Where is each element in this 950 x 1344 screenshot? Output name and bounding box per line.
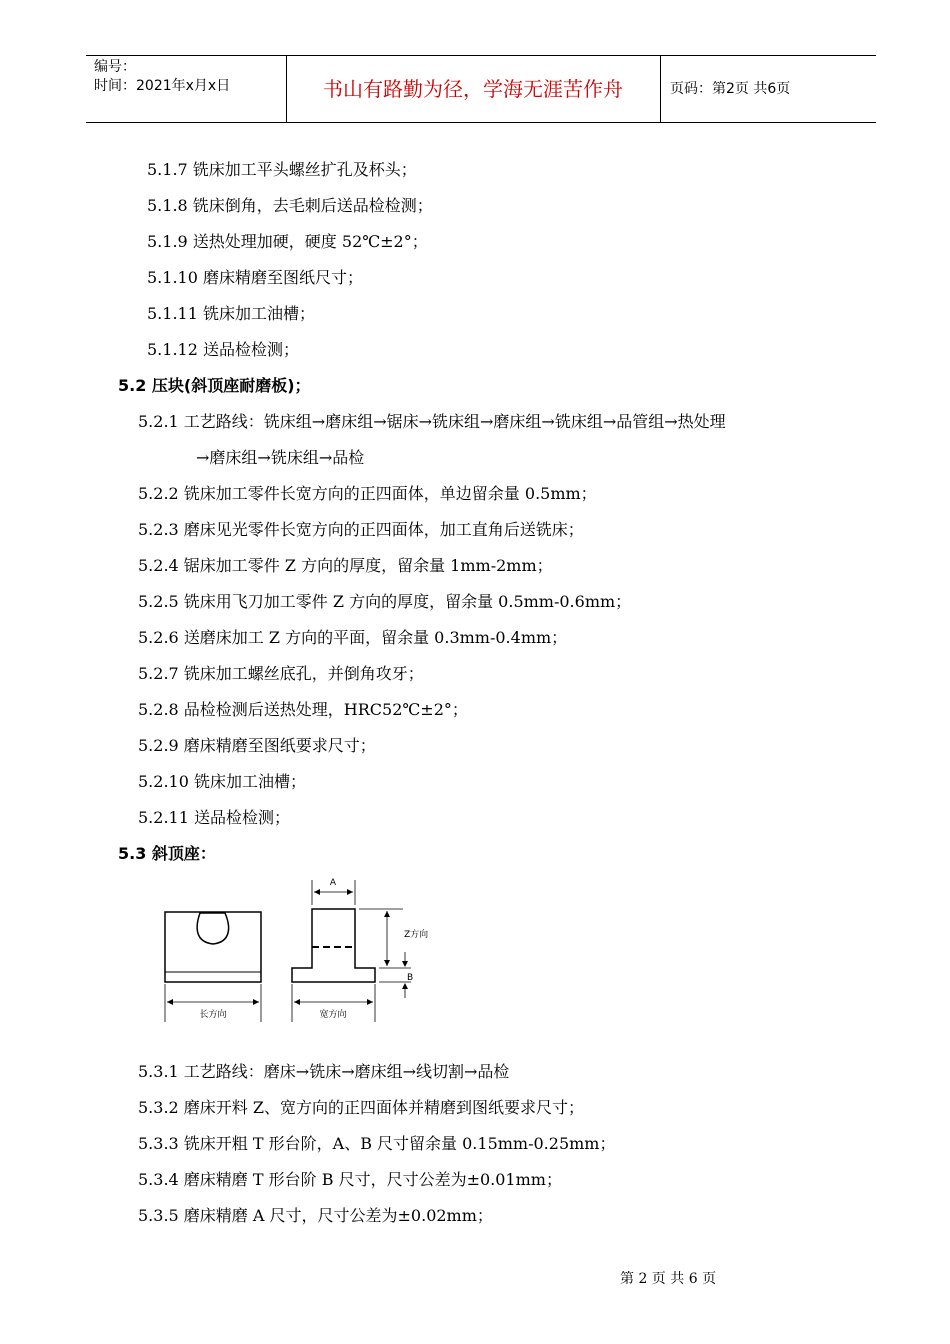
number-label: 编号： bbox=[94, 59, 136, 75]
length-direction-label: 长方向 bbox=[199, 1010, 227, 1020]
header-motto: 书山有路勤为径，学海无涯苦作舟 bbox=[323, 77, 623, 101]
step-5-3-4: 5.3.4 磨床精磨 T 形台阶 B 尺寸，尺寸公差为±0.01mm； bbox=[138, 1170, 562, 1189]
step-5-2-6: 5.2.6 送磨床加工 Z 方向的平面，留余量 0.3mm-0.4mm； bbox=[138, 628, 568, 647]
step-5-1-10: 5.1.10 磨床精磨至图纸尺寸； bbox=[147, 268, 363, 287]
arrow-head bbox=[384, 911, 390, 917]
part-drawing bbox=[155, 872, 455, 1036]
step-5-1-8: 5.1.8 铣床倒角，去毛刺后送品检检测； bbox=[147, 196, 433, 215]
arrow-head bbox=[253, 999, 259, 1005]
part-drawing-svg bbox=[155, 872, 455, 1032]
dimension-a-label: A bbox=[329, 878, 337, 888]
step-5-1-7: 5.1.7 铣床加工平头螺丝扩孔及杯头； bbox=[147, 160, 417, 179]
slot-cutout bbox=[197, 913, 228, 944]
arrow-head bbox=[314, 889, 320, 895]
width-direction-label: 宽方向 bbox=[319, 1010, 347, 1020]
step-5-2-7: 5.2.7 铣床加工螺丝底孔，并倒角攻牙； bbox=[138, 664, 424, 683]
step-5-1-11: 5.1.11 铣床加工油槽； bbox=[147, 304, 315, 323]
page-header bbox=[86, 55, 876, 123]
step-5-3-5: 5.3.5 磨床精磨 A 尺寸，尺寸公差为±0.02mm； bbox=[138, 1206, 493, 1225]
dimension-b-label: B bbox=[407, 973, 414, 983]
step-5-3-2: 5.3.2 磨床开料 Z、宽方向的正四面体并精磨到图纸要求尺寸； bbox=[138, 1098, 585, 1117]
step-5-2-2: 5.2.2 铣床加工零件长宽方向的正四面体，单边留余量 0.5mm； bbox=[138, 484, 597, 503]
z-direction-label: Z方向 bbox=[404, 930, 429, 940]
arrow-head bbox=[347, 889, 353, 895]
header-divider bbox=[660, 56, 661, 122]
arrow-head bbox=[402, 961, 408, 967]
time-label: 时间：2021年x月x日 bbox=[94, 78, 231, 94]
arrow-head bbox=[167, 999, 173, 1005]
arrow-head bbox=[294, 999, 300, 1005]
step-5-2-4: 5.2.4 锯床加工零件 Z 方向的厚度，留余量 1mm-2mm； bbox=[138, 556, 553, 575]
step-5-3-3: 5.3.3 铣床开粗 T 形台阶，A、B 尺寸留余量 0.15mm-0.25mm； bbox=[138, 1134, 616, 1153]
page-footer: 第 2 页 共 6 页 bbox=[620, 1271, 717, 1287]
section-5-3-heading: 5.3 斜顶座： bbox=[118, 844, 216, 863]
step-5-2-9: 5.2.9 磨床精磨至图纸要求尺寸； bbox=[138, 736, 376, 755]
arrow-head bbox=[402, 983, 408, 989]
step-5-2-10: 5.2.10 铣床加工油槽； bbox=[138, 772, 306, 791]
arrow-head bbox=[367, 999, 373, 1005]
header-meta bbox=[94, 58, 230, 96]
section-5-2-heading: 5.2 压块(斜顶座耐磨板)； bbox=[118, 376, 311, 395]
step-5-2-5: 5.2.5 铣床用飞刀加工零件 Z 方向的厚度，留余量 0.5mm-0.6mm； bbox=[138, 592, 632, 611]
step-5-2-1-continued: →磨床组→铣床组→品检 bbox=[196, 448, 365, 467]
step-5-3-1: 5.3.1 工艺路线：磨床→铣床→磨床组→线切割→品检 bbox=[138, 1062, 510, 1081]
step-5-2-1: 5.2.1 工艺路线：铣床组→磨床组→锯床→铣床组→磨床组→铣床组→品管组→热处理 bbox=[138, 412, 726, 431]
step-5-1-12: 5.1.12 送品检检测； bbox=[147, 340, 299, 359]
header-page-label: 页码：第2页 共6页 bbox=[670, 81, 791, 97]
step-5-1-9: 5.1.9 送热处理加硬，硬度 52℃±2°； bbox=[147, 232, 428, 251]
step-5-2-11: 5.2.11 送品检检测； bbox=[138, 808, 290, 827]
step-5-2-8: 5.2.8 品检检测后送热处理，HRC52℃±2°； bbox=[138, 700, 468, 719]
side-view-outline bbox=[292, 909, 375, 982]
arrow-head bbox=[384, 960, 390, 966]
step-5-2-3: 5.2.3 磨床见光零件长宽方向的正四面体，加工直角后送铣床； bbox=[138, 520, 584, 539]
